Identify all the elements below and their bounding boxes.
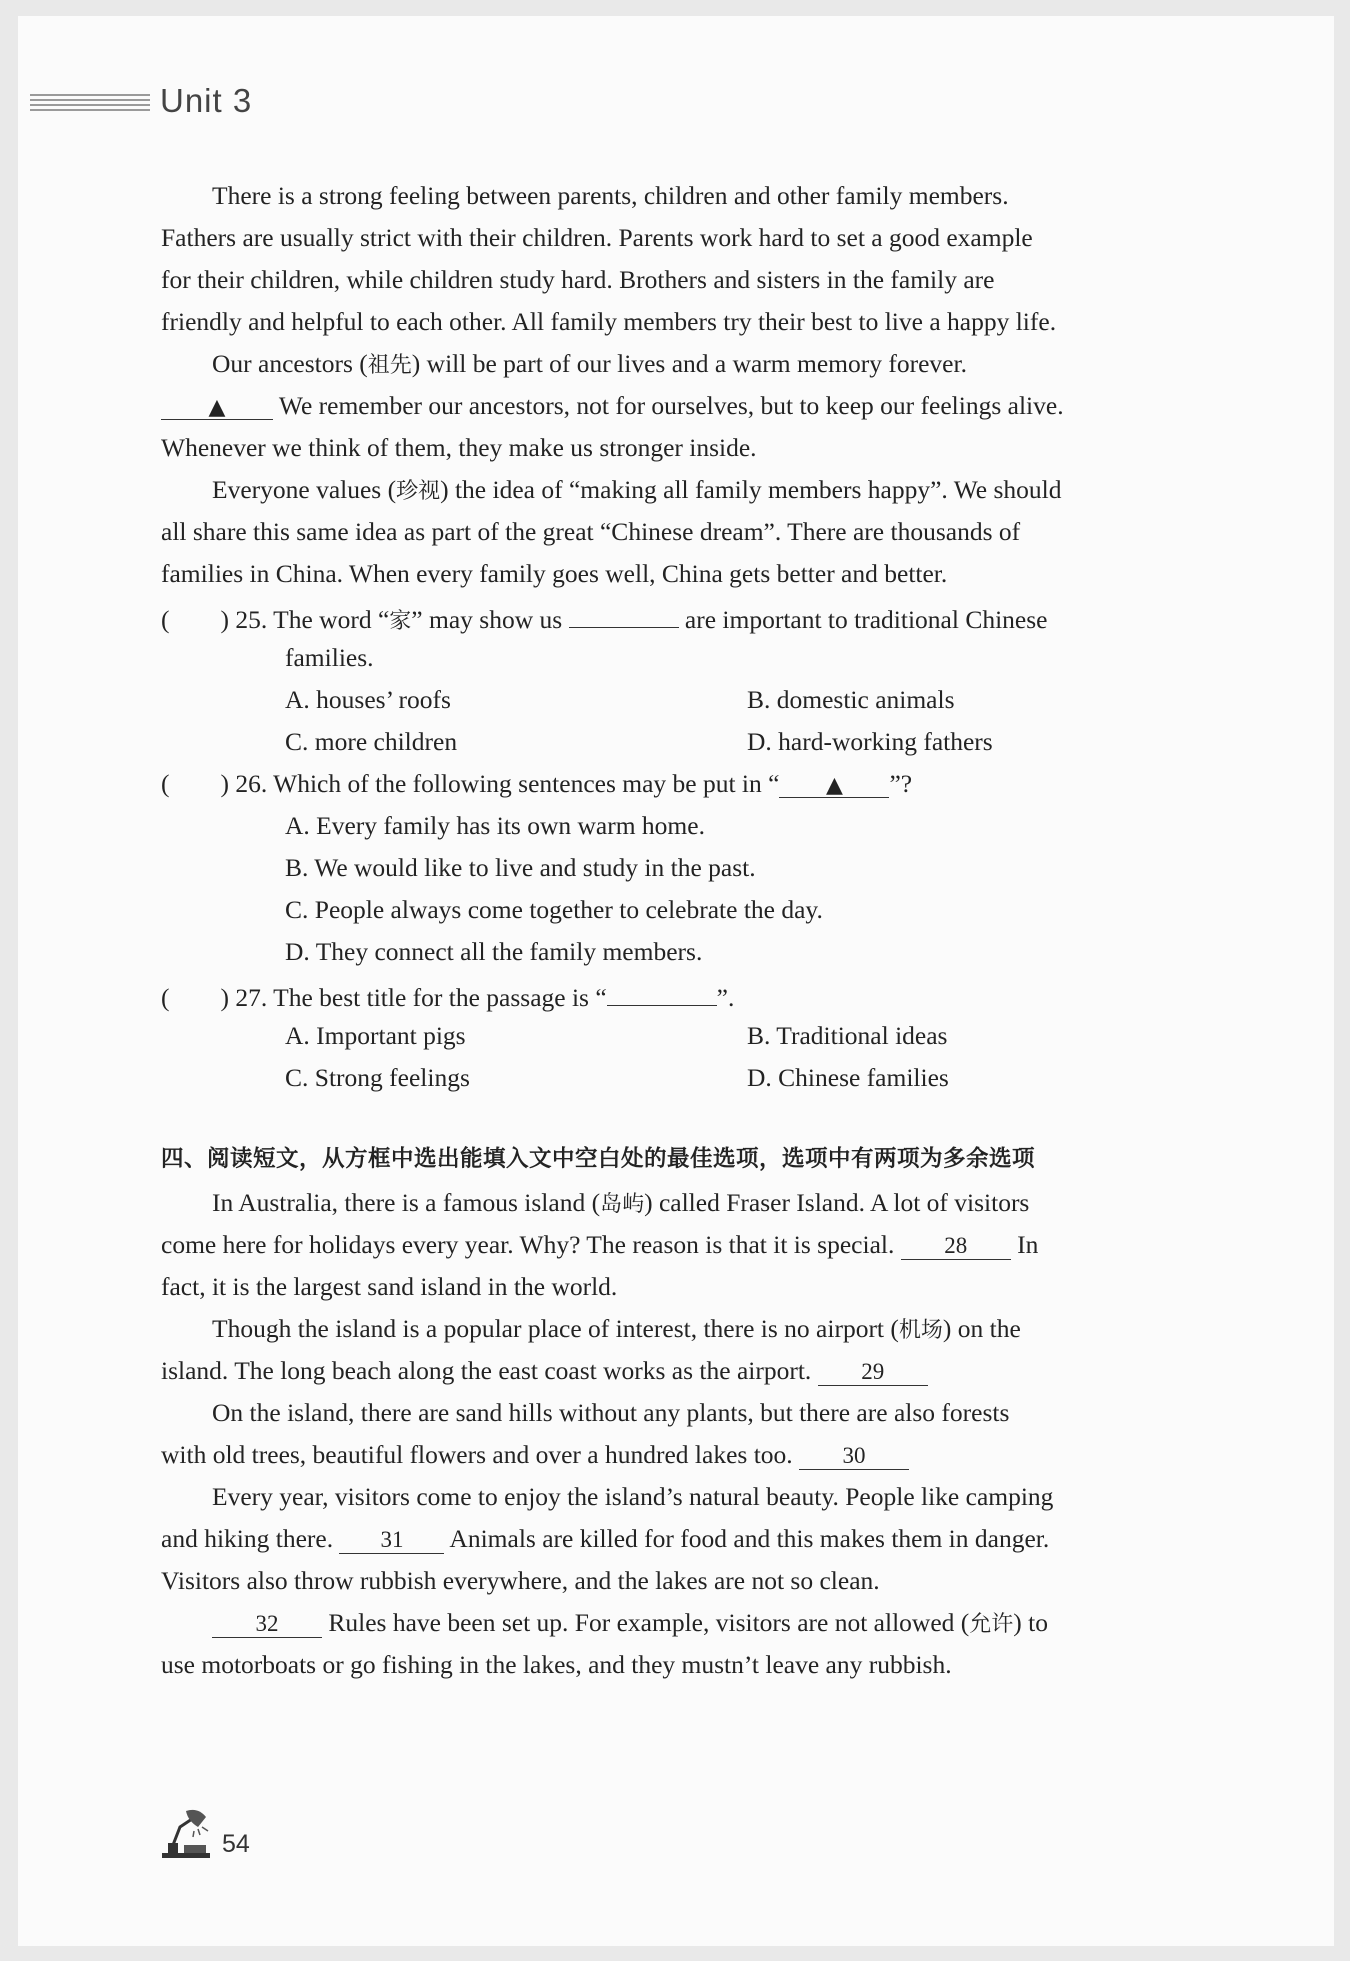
answer-blank-28[interactable]: 28 (901, 1227, 1011, 1260)
text-segment: We remember our ancestors, not for ourselves, but to keep our feelings alive. (278, 391, 1064, 420)
text-segment: Everyone values ( (212, 475, 397, 504)
answer-bracket[interactable]: ( ) (161, 769, 229, 798)
answer-blank-triangle (779, 765, 889, 798)
option-c[interactable]: C. Strong feelings (285, 1063, 470, 1092)
text-segment: Animals are killed for food and this makes them in danger. (449, 1524, 1050, 1553)
chinese-gloss: 允许 (969, 1612, 1014, 1637)
option-a[interactable]: A. Important pigs (285, 1021, 466, 1050)
desk-lamp-icon (158, 1805, 214, 1861)
answer-blank-32[interactable]: 32 (212, 1605, 322, 1638)
passage-line: Whenever we think of them, they make us stronger inside. (161, 433, 757, 462)
passage-line (161, 1350, 928, 1392)
question-stem: 26. Which of the following sentences may be put in “ (235, 769, 780, 798)
option-d[interactable]: D. They connect all the family members. (285, 937, 703, 966)
text-segment: In (1017, 1230, 1039, 1259)
passage-line: all share this same idea as part of the great “Chinese dream”. There are thousands of (161, 517, 1021, 546)
question-stem: ”. (716, 983, 735, 1012)
question-stem: are important to traditional Chinese (684, 605, 1048, 634)
option-d[interactable]: D. hard-working fathers (747, 727, 993, 756)
chinese-gloss: 珍视 (396, 479, 441, 504)
answer-blank-31[interactable]: 31 (339, 1521, 444, 1554)
answer-blank-30[interactable]: 30 (799, 1437, 909, 1470)
question-stem-continued: families. (285, 643, 374, 672)
passage-line (212, 343, 967, 387)
passage-line: fact, it is the largest sand island in the world. (161, 1272, 618, 1301)
passage-line: Fathers are usually strict with their children. Parents work hard to set a good example (161, 223, 1033, 252)
passage-line (161, 1224, 1038, 1266)
option-a[interactable]: A. houses’ roofs (285, 685, 451, 714)
answer-bracket[interactable]: ( ) (161, 605, 229, 634)
text-segment: come here for holidays every year. Why? The reason is that it is special. (161, 1230, 895, 1259)
text-segment: ) on the (942, 1314, 1021, 1343)
passage-line (212, 1602, 1048, 1646)
answer-blank-29[interactable]: 29 (818, 1353, 928, 1386)
passage-line (161, 1434, 909, 1476)
passage-line (212, 469, 1061, 513)
triangle-marker-icon: ▲ (826, 773, 843, 798)
option-c[interactable]: C. People always come together to celebrate the day. (285, 895, 823, 924)
text-segment: In Australia, there is a famous island ( (212, 1188, 601, 1217)
triangle-marker-icon: ▲ (208, 395, 226, 420)
passage-line: Every year, visitors come to enjoy the island’s natural beauty. People like camping (212, 1482, 1054, 1511)
option-b[interactable]: B. Traditional ideas (747, 1021, 948, 1050)
chinese-gloss: 岛屿 (600, 1192, 645, 1217)
header-decoration-lines (30, 94, 150, 114)
passage-line (161, 1518, 1049, 1560)
passage-line: Visitors also throw rubbish everywhere, and the lakes are not so clean. (161, 1566, 880, 1595)
answer-bracket[interactable]: ( ) (161, 983, 229, 1012)
text-segment: ) called Fraser Island. A lot of visitors (644, 1188, 1030, 1217)
option-c[interactable]: C. more children (285, 727, 458, 756)
answer-blank-triangle[interactable] (161, 387, 273, 420)
option-b[interactable]: B. We would like to live and study in the past. (285, 853, 756, 882)
chinese-gloss: 机场 (898, 1318, 943, 1343)
passage-line: friendly and helpful to each other. All family members try their best to live a happy life. (161, 307, 1057, 336)
passage-line: On the island, there are sand hills without any plants, but there are also forests (212, 1398, 1010, 1427)
question-25 (161, 595, 1047, 643)
text-segment: Rules have been set up. For example, visitors are not allowed ( (328, 1608, 970, 1637)
chinese-gloss: 家 (389, 609, 412, 634)
text-segment: with old trees, beautiful flowers and over a hundred lakes too. (161, 1440, 793, 1469)
text-segment: ) will be part of our lives and a warm memory forever. (411, 349, 967, 378)
answer-blank[interactable] (607, 973, 717, 1006)
page-number: 54 (222, 1830, 250, 1858)
passage-line (212, 1308, 1021, 1352)
passage-line: There is a strong feeling between parents, children and other family members. (212, 181, 1009, 210)
passage-line (161, 385, 1064, 427)
passage-line (212, 1182, 1029, 1226)
passage-line: for their children, while children study hard. Brothers and sisters in the family are (161, 265, 995, 294)
text-segment: and hiking there. (161, 1524, 334, 1553)
answer-blank[interactable] (569, 595, 679, 628)
chinese-gloss: 祖先 (367, 353, 412, 378)
passage-line: families in China. When every family goes well, China gets better and better. (161, 559, 948, 588)
text-segment: ) to (1013, 1608, 1048, 1637)
question-27 (161, 973, 734, 1019)
option-a[interactable]: A. Every family has its own warm home. (285, 811, 705, 840)
option-d[interactable]: D. Chinese families (747, 1063, 949, 1092)
question-stem: ”? (889, 769, 913, 798)
question-stem: 25. The word “ (235, 605, 390, 634)
text-segment: island. The long beach along the east coast works as the airport. (161, 1356, 812, 1385)
passage-line: use motorboats or go fishing in the lakes, and they mustn’t leave any rubbish. (161, 1650, 952, 1679)
question-stem: 27. The best title for the passage is “ (235, 983, 607, 1012)
text-segment: ) the idea of “making all family members happy”. We should (440, 475, 1062, 504)
unit-title: Unit 3 (160, 82, 253, 119)
option-b[interactable]: B. domestic animals (747, 685, 955, 714)
text-segment: Though the island is a popular place of interest, there is no airport ( (212, 1314, 899, 1343)
text-segment: Our ancestors ( (212, 349, 368, 378)
question-stem: ” may show us (411, 605, 563, 634)
question-26 (161, 763, 912, 805)
section-heading: 四、阅读短文，从方框中选出能填入文中空白处的最佳选项，选项中有两项为多余选项 (161, 1146, 1036, 1172)
